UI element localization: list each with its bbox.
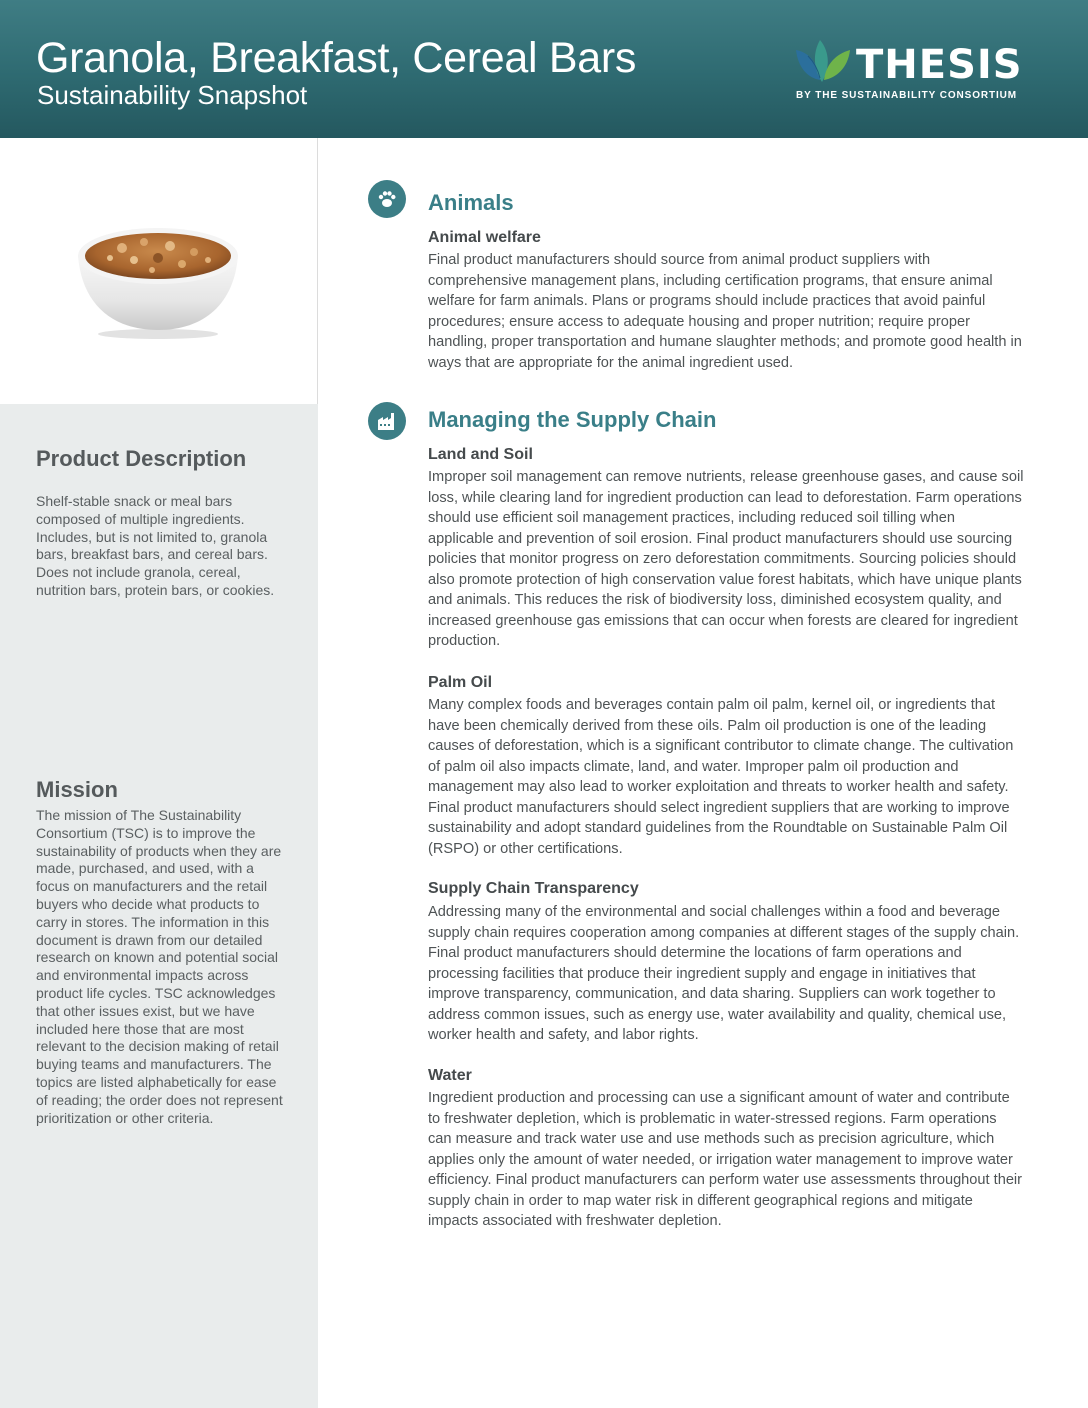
granola-bowl-image xyxy=(72,212,244,340)
topic-text-water: Ingredient production and processing can use a significant amount of water and contribute to freshwater depletion, which is problematic in water-stressed regions. Farm operations can measure and track water use and use methods such as precision agriculture, which applies only the amount of water needed, or irrigation water management to improve water efficiency. Final product manufacturers can perform water use assessments throughout their supply chain in order to map water risk in different geographical regions and mitigate impacts associated with freshwater depletion. xyxy=(428,1090,1023,1229)
topic-title-animal-welfare: Animal welfare xyxy=(428,229,541,246)
mission-text: The mission of The Sustainability Consortium (TSC) is to improve the sustainability of products when they are made, purchased, and used, with a focus on manufacturers and the retail buyers who decide what products to carry in stores. The information in this document is drawn from our detailed research on known and potential social and environmental impacts across product life cycles. TSC acknowledges that other issues exist, but we have included here those that are most relevant to the decision making of retail buying teams and manufacturers. The topics are listed alphabetically for ease of reading; the order does not represent prioritization or other criteria. xyxy=(36,807,283,1126)
topic-text-palm-oil: Many complex foods and beverages contain palm oil palm, kernel oil, or ingredients that have been chemically derived from these oils. Palm oil production is one of the leading causes of deforestation, which is a significant contributor to climate change. The cultivation of palm oil also impacts climate, land, and water. Improper palm oil production and management may also lead to worker exploitation and threats to worker health and safety. Final product manufacturers should select ingredient suppliers that are working to improve sustainability and adopt standard guidelines from the Roundtable on Sustainable Palm Oil (RSPO) or other certifications. xyxy=(428,697,1014,857)
logo-wordmark: THESIS xyxy=(856,42,1023,88)
header-band xyxy=(0,0,1088,138)
vertical-divider xyxy=(317,138,318,404)
topic-text-land-soil: Improper soil management can remove nutrients, release greenhouse gases, and cause soil loss, while clearing land for ingredient production can lead to deforestation. Farm operations should use efficient soil management practices, including reduced soil tilling when applicable and prevention of soil erosion. Final product manufacturers should use sourcing policies that monitor progress on zero deforestation commitments. Sourcing policies should also promote protection of high conservation value forest habitats, which have unique plants and animals. This reduces the risk of biodiversity loss, diminished ecosystem quality, and increased greenhouse gas emissions that can occur when forests are cleared for ingredient production. xyxy=(428,469,1024,649)
leaf-logo-icon xyxy=(792,38,854,84)
section-title-animals: Animals xyxy=(428,190,514,215)
factory-icon xyxy=(377,411,397,431)
page-subtitle: Sustainability Snapshot xyxy=(37,80,308,110)
topic-title-palm-oil: Palm Oil xyxy=(428,674,493,691)
thesis-logo xyxy=(792,38,1022,108)
product-description-text: Shelf-stable snack or meal bars composed of multiple ingredients. Includes, but is not limited to, granola bars, breakfast bars, and cereal bars. Does not include granola, cereal, nutrition bars, protein bars, or cookies. xyxy=(36,493,275,598)
animals-section-icon xyxy=(368,180,406,218)
page-title: Granola, Breakfast, Cereal Bars xyxy=(36,34,637,82)
supply-chain-section-icon xyxy=(368,402,406,440)
topic-text-animal-welfare: Final product manufacturers should source from animal product suppliers with comprehensive management plans, including certification programs, that ensure animal welfare for farm animals. Plans or programs should include practices that avoid painful procedures; ensure access to adequate housing and proper nutrition; require proper handling, proper transportation and humane slaughter methods; and promote good health in ways that are appropriate for the animal ingredient used. xyxy=(428,252,1022,371)
topic-title-land-soil: Land and Soil xyxy=(428,446,533,463)
paw-icon xyxy=(377,189,397,209)
product-description-heading: Product Description xyxy=(36,446,247,471)
topic-title-supply-chain-transparency: Supply Chain Transparency xyxy=(428,880,639,897)
logo-tagline: BY THE SUSTAINABILITY CONSORTIUM xyxy=(796,90,1018,101)
mission-heading: Mission xyxy=(36,777,118,802)
topic-title-water: Water xyxy=(428,1067,472,1084)
topic-text-supply-chain-transparency: Addressing many of the environmental and social challenges within a food and beverage supply chain requires cooperation among companies at different stages of the supply chain. Final product manufacturers should determine the locations of farm operations and processing facilities that produce their ingredient supply and engage in initiatives that improve transparency, communication, and data sharing. Suppliers can work together to address common issues, such as energy use, water availability and quality, chemical use, worker health and safety, and labor rights. xyxy=(428,904,1020,1043)
section-title-supply-chain: Managing the Supply Chain xyxy=(428,407,717,432)
